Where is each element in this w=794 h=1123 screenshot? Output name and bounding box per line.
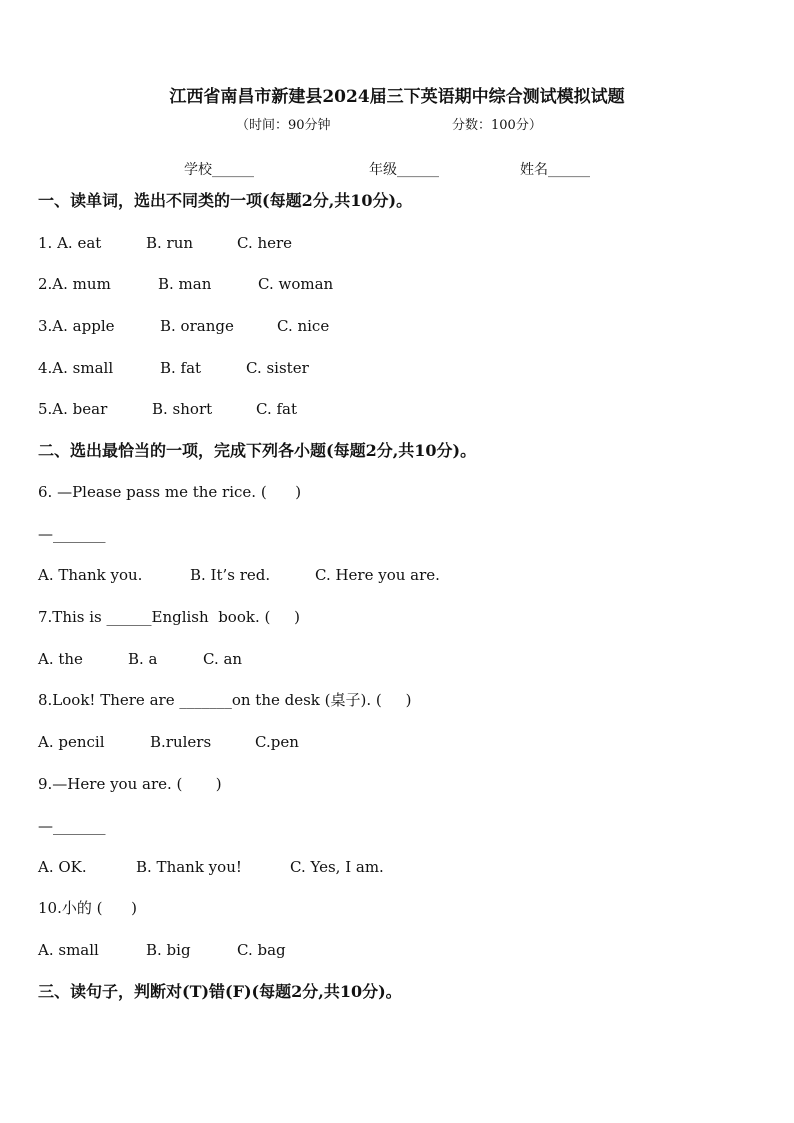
q1-option-a: 1. A. eat	[38, 234, 102, 252]
q9-option-c: C. Yes, I am.	[290, 858, 384, 876]
name-field: 姓名______	[520, 162, 590, 178]
q9-reply: —_______	[38, 817, 106, 835]
q9-stem: 9.—Here you are. ( )	[38, 775, 222, 793]
page-title: 江西省南昌市新建县2024届三下英语期中综合测试模拟试题	[169, 87, 625, 107]
q4-option-a: 4.A. small	[38, 359, 114, 377]
q8-option-c: C.pen	[255, 733, 299, 751]
q6-option-c: C. Here you are.	[315, 566, 440, 584]
section-2-heading: 二、选出最恰当的一项，完成下列各小题(每题2分,共10分)。	[38, 441, 477, 460]
q1-option-c: C. here	[237, 234, 293, 252]
q7-stem: 7.This is ______English book. ( )	[38, 608, 301, 626]
q10-option-b: B. big	[146, 941, 191, 959]
school-field: 学校______	[184, 162, 254, 178]
grade-field: 年级______	[369, 162, 439, 178]
q1-option-b: B. run	[146, 234, 194, 252]
q2-option-b: B. man	[158, 275, 212, 293]
q3-option-b: B. orange	[160, 317, 234, 335]
q5-option-a: 5.A. bear	[38, 400, 108, 418]
section-1-heading: 一、读单词，选出不同类的一项(每题2分,共10分)。	[38, 191, 413, 210]
q6-option-b: B. It’s red.	[190, 566, 271, 584]
q7-option-c: C. an	[203, 650, 243, 668]
q8-stem: 8.Look! There are _______on the desk (桌子). ( )	[38, 691, 412, 709]
q8-option-a: A. pencil	[38, 733, 105, 751]
q5-option-c: C. fat	[256, 400, 298, 418]
q6-stem: 6. —Please pass me the rice. ( )	[38, 483, 302, 501]
q10-option-a: A. small	[38, 941, 99, 959]
q4-option-c: C. sister	[246, 359, 309, 377]
q6-reply: —_______	[38, 525, 106, 543]
q3-option-a: 3.A. apple	[38, 317, 115, 335]
section-3-heading: 三、读句子，判断对(T)错(F)(每题2分,共10分)。	[38, 982, 402, 1001]
exam-score: 分数：100分）	[452, 118, 542, 133]
q2-option-a: 2.A. mum	[38, 275, 111, 293]
q5-option-b: B. short	[152, 400, 213, 418]
q3-option-c: C. nice	[277, 317, 330, 335]
q10-stem: 10.小的 ( )	[38, 899, 137, 917]
q4-option-b: B. fat	[160, 359, 202, 377]
q8-option-b: B.rulers	[150, 733, 212, 751]
q7-option-b: B. a	[128, 650, 158, 668]
q10-option-c: C. bag	[237, 941, 286, 959]
q9-option-b: B. Thank you!	[136, 858, 242, 876]
q2-option-c: C. woman	[258, 275, 334, 293]
q9-option-a: A. OK.	[38, 858, 87, 876]
q6-option-a: A. Thank you.	[38, 566, 143, 584]
q7-option-a: A. the	[38, 650, 83, 668]
exam-time: （时间：90分钟	[236, 118, 331, 133]
